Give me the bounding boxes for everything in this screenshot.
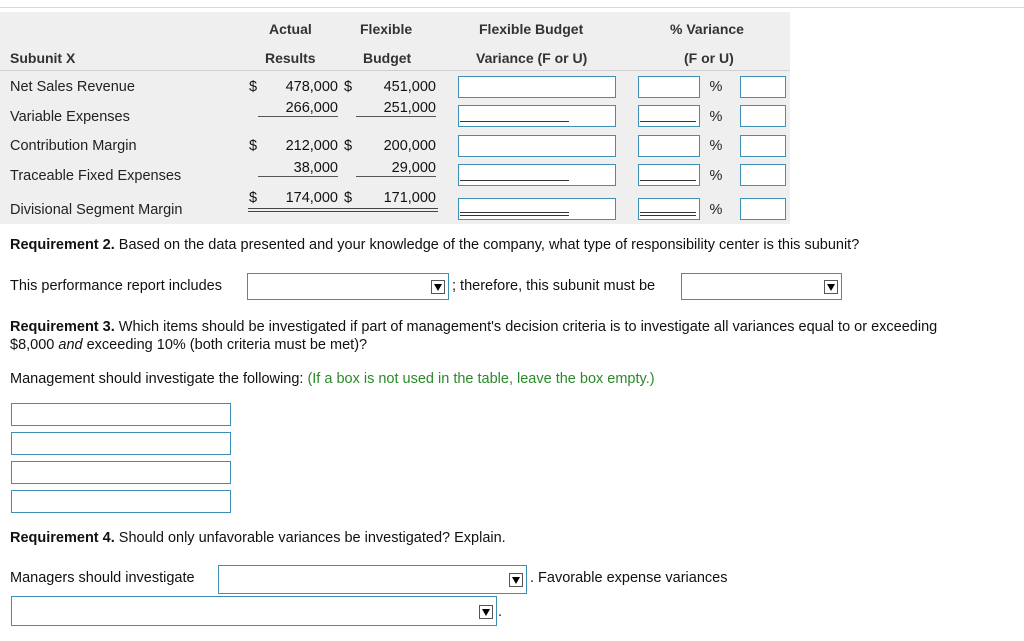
row-label: Contribution Margin bbox=[10, 138, 137, 154]
single-underline bbox=[460, 121, 569, 122]
pct-variance-input[interactable] bbox=[638, 105, 700, 127]
actual-value: 38,000 bbox=[258, 160, 338, 177]
flexible-value: 171,000 bbox=[383, 190, 436, 206]
req4-line-prefix: Managers should investigate bbox=[10, 570, 195, 586]
double-underline bbox=[248, 208, 438, 212]
dollar-sign: $ bbox=[249, 138, 258, 154]
double-underline bbox=[460, 212, 569, 213]
requirement-3-question: Which items should be investigated if part of management's decision criteria is to investigate all variances equal to or exceeding bbox=[114, 319, 938, 335]
requirement-3-heading: Requirement 3. bbox=[10, 319, 115, 335]
single-underline bbox=[640, 180, 696, 181]
single-underline bbox=[640, 121, 696, 122]
pct-variance-input[interactable] bbox=[638, 135, 700, 157]
f-or-u-input[interactable] bbox=[740, 198, 786, 220]
percent-sign: % bbox=[709, 79, 723, 95]
requirement-2-question: Based on the data presented and your knowledge of the company, what type of responsibility center is this subunit? bbox=[114, 237, 860, 253]
variance-amount-input[interactable] bbox=[458, 164, 616, 186]
req2-line-middle: ; therefore, this subunit must be bbox=[452, 278, 656, 294]
managers-investigate-dropdown[interactable] bbox=[218, 565, 527, 594]
percent-sign: % bbox=[709, 202, 723, 218]
requirement-4-text bbox=[10, 530, 506, 546]
percent-sign: % bbox=[709, 109, 723, 125]
flexible-value: 200,000 bbox=[383, 138, 436, 154]
dollar-sign: $ bbox=[344, 138, 353, 154]
requirement-4-question: Should only unfavorable variances be investigated? Explain. bbox=[114, 530, 506, 546]
row-label: Divisional Segment Margin bbox=[10, 202, 183, 218]
actual-value: 478,000 bbox=[285, 79, 338, 95]
actual-value: 174,000 bbox=[285, 190, 338, 206]
header-flexible-line2: Budget bbox=[363, 50, 412, 66]
f-or-u-input[interactable] bbox=[740, 135, 786, 157]
percent-sign: % bbox=[709, 138, 723, 154]
actual-value: 266,000 bbox=[258, 100, 338, 117]
f-or-u-input[interactable] bbox=[740, 105, 786, 127]
header-flexible-line1: Flexible bbox=[360, 21, 413, 37]
favorable-variances-dropdown[interactable] bbox=[11, 596, 497, 626]
row-label: Net Sales Revenue bbox=[10, 79, 135, 95]
row-label: Variable Expenses bbox=[10, 109, 130, 125]
row-label: Traceable Fixed Expenses bbox=[10, 168, 182, 184]
top-divider bbox=[0, 7, 1024, 8]
chevron-down-icon[interactable] bbox=[431, 280, 445, 294]
header-pct-line2: (F or U) bbox=[684, 50, 734, 66]
double-underline bbox=[460, 215, 569, 216]
criteria-amount: $8,000 bbox=[10, 337, 59, 353]
requirement-3-text-line2 bbox=[10, 337, 367, 353]
requirement-4-heading: Requirement 4. bbox=[10, 530, 115, 546]
req3-line: Management should investigate the following: bbox=[10, 371, 308, 387]
percent-sign: % bbox=[709, 168, 723, 184]
header-variance-line2: Variance (F or U) bbox=[476, 50, 588, 66]
pct-variance-input[interactable] bbox=[638, 76, 700, 98]
double-underline bbox=[640, 215, 696, 216]
chevron-down-icon[interactable] bbox=[824, 280, 838, 294]
req3-instruction bbox=[10, 371, 655, 387]
requirement-2-heading: Requirement 2. bbox=[10, 237, 115, 253]
req2-line-prefix: This performance report includes bbox=[10, 278, 222, 294]
header-pct-line1: % Variance bbox=[670, 21, 744, 37]
req4-end-period: . bbox=[498, 604, 503, 620]
variance-amount-input[interactable] bbox=[458, 105, 616, 127]
flexible-value: 29,000 bbox=[356, 160, 436, 177]
dollar-sign: $ bbox=[249, 79, 258, 95]
variance-amount-input[interactable] bbox=[458, 198, 616, 220]
investigate-item-input[interactable] bbox=[11, 490, 231, 513]
f-or-u-input[interactable] bbox=[740, 164, 786, 186]
actual-value: 212,000 bbox=[285, 138, 338, 154]
investigate-item-input[interactable] bbox=[11, 461, 231, 484]
requirement-2-text bbox=[10, 237, 859, 253]
variance-amount-input[interactable] bbox=[458, 76, 616, 98]
dollar-sign: $ bbox=[344, 79, 353, 95]
criteria-and: and bbox=[58, 337, 83, 353]
box-splitter bbox=[569, 76, 570, 220]
double-underline bbox=[640, 212, 696, 213]
pct-variance-input[interactable] bbox=[638, 198, 700, 220]
header-actual-line2: Results bbox=[265, 50, 316, 66]
subunit-type-dropdown[interactable] bbox=[681, 273, 842, 300]
pct-variance-input[interactable] bbox=[638, 164, 700, 186]
chevron-down-icon[interactable] bbox=[479, 605, 493, 619]
requirement-3-text bbox=[10, 319, 937, 335]
chevron-down-icon[interactable] bbox=[509, 573, 523, 587]
report-includes-dropdown[interactable] bbox=[247, 273, 449, 300]
f-or-u-input[interactable] bbox=[740, 76, 786, 98]
single-underline bbox=[460, 180, 569, 181]
req4-line-suffix: . Favorable expense variances bbox=[530, 570, 728, 586]
variance-amount-input[interactable] bbox=[458, 135, 616, 157]
header-actual-line1: Actual bbox=[269, 21, 312, 37]
investigate-item-input[interactable] bbox=[11, 403, 231, 426]
dollar-sign: $ bbox=[344, 190, 353, 206]
header-variance-line1: Flexible Budget bbox=[479, 21, 584, 37]
investigate-item-input[interactable] bbox=[11, 432, 231, 455]
header-subunit: Subunit X bbox=[10, 50, 76, 66]
criteria-rest: exceeding 10% (both criteria must be met)? bbox=[82, 337, 368, 353]
dollar-sign: $ bbox=[249, 190, 258, 206]
flexible-value: 251,000 bbox=[356, 100, 436, 117]
header-divider bbox=[0, 70, 790, 71]
flexible-value: 451,000 bbox=[383, 79, 436, 95]
req3-note: (If a box is not used in the table, leave the box empty.) bbox=[307, 371, 655, 387]
